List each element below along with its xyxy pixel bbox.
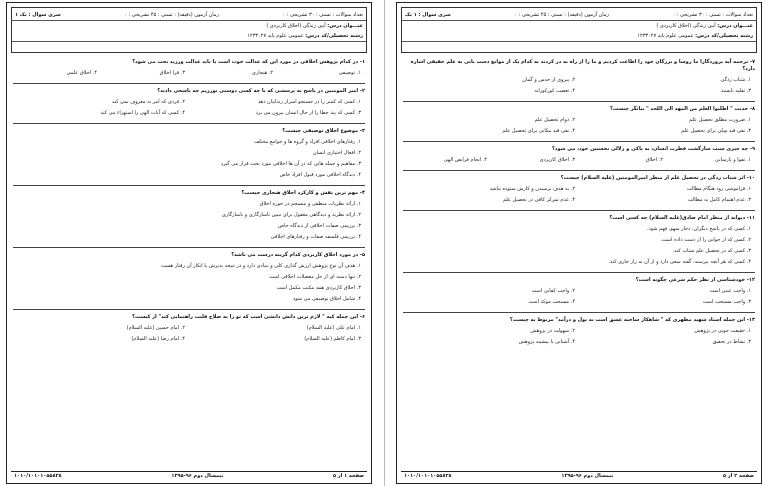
question-separator: [13, 185, 365, 186]
answer-option: ۱. کسی که در پاسخ دیگران، دچار سهو، فهم شود.: [647, 226, 751, 232]
answer-option: ۲. واجب کفایی است: [531, 288, 575, 294]
page-number: صفحه ۲ از ۵: [722, 473, 754, 479]
questions-list: [403, 57, 755, 349]
answer-options: [403, 76, 755, 98]
question-series: سری سوال : یک ۱: [15, 11, 61, 18]
question-text: ۷- ترجمه آیه پروردگارا ما روسا و بزرگان خود را اطاعت کردیم و ما را از راه به در کردند به کدام یک از موانع دست یابی به علم حقیقی اشاره دارد؟: [410, 59, 755, 72]
question-item: [13, 188, 365, 248]
answer-option: ۱. توصیفی: [338, 70, 361, 76]
semester: نیمسال دوم ۹۶-۱۳۹۵: [561, 473, 614, 479]
answer-option: ۳. واجب مستحب است: [702, 299, 751, 305]
question-separator: [13, 83, 365, 84]
answer-option: ۲. پیروی از حدس و گمان: [522, 77, 575, 83]
question-text: ۱۱- دیوانه از منظر امام صادق(علیه السلام) چه کسی است؟: [609, 215, 755, 221]
page-number: صفحه ۱ از ۵: [332, 473, 364, 479]
answer-option: ۱. تقوا و پارسایی: [715, 157, 751, 163]
answer-option: ۱. شتاب زدگی: [720, 77, 751, 83]
answer-options: [403, 156, 755, 167]
course-label: عنـــوان درس:: [327, 23, 363, 29]
answer-option: ۳. عدم اهتمام کامل به مطالب: [687, 197, 751, 203]
question-separator: [13, 309, 365, 310]
question-item: [403, 144, 755, 171]
question-item: [403, 275, 755, 313]
answer-option: ۳. نشاط در تحقیق: [712, 339, 751, 345]
question-separator: [13, 123, 365, 124]
answer-option: ۳. کسی که در تحصیل علم شتاب کند.: [672, 248, 751, 254]
answer-options: [403, 327, 755, 349]
question-text: ۱۰- اثر شتاب زدگی در تحصیل علم از منظر امیرالمومنین (علیه السلام) چیست؟: [560, 175, 755, 181]
question-text: ۱۳- این جمله استاد شهید مطهری که " شاهکار ساخته عشق است نه پول و درآمد" مربوط به چیست؟: [509, 317, 755, 323]
page-footer: [11, 471, 367, 480]
answer-option: ۲. کسی که از جوانی را از دست داده است.: [660, 237, 751, 243]
answer-option: ۴. امام رضا (علیه السلام): [131, 336, 185, 342]
answer-options: [13, 98, 365, 120]
answer-options: [13, 324, 365, 346]
header-row-counts: [12, 9, 366, 21]
header-row-course: [12, 21, 366, 31]
answer-option: ۱. حقیقت جویی در پژوهش: [694, 328, 751, 334]
field-label: رشته تحصیلی/کد درس:: [305, 33, 363, 39]
answer-option: ۳. مفاهیم و جمله هایی که در آن ها اخلاقی مورد بحث قرار می گیرد: [220, 161, 361, 167]
question-separator: [403, 141, 755, 142]
question-text: ۵- در مورد اخلاق کاربردی کدام گزینه درست می باشد؟: [231, 252, 365, 258]
page-footer: [401, 471, 757, 480]
answer-options: [13, 69, 365, 80]
answer-option: ۲. فردی که امر به معروف نمی کند: [111, 99, 185, 105]
exam-header: [401, 7, 757, 53]
answer-option: ۴. شامل اخلاق توصیفی می شود: [292, 296, 361, 302]
question-text: ۹- چه چیزی سبب سازگشت فطرت انسان، به پاکی و زلالی نخستین خود، می شود؟: [552, 146, 755, 152]
answer-option: ۱. واجب عینی است: [709, 288, 751, 294]
answer-option: ۴. بررسی فلسفه صفات و رفتارهای اخلاقی: [270, 234, 361, 240]
field-value: عمومی علوم پایه ۱۲۳۳۰۲۷: [247, 33, 304, 39]
answer-option: ۳. اخلاق کاربردی: [539, 157, 575, 163]
answer-option: ۴. کسی که آیات الهی را استهزاء می کند: [100, 110, 185, 116]
question-text: ۶- این جمله کیه " لازم ترین دانش دانشی است که تو را به صلاح قلبت راهنمایی کند" از کیست؟: [132, 314, 365, 320]
answer-option: ۴. مستحب موکد است: [528, 299, 575, 305]
answer-options: [403, 225, 755, 269]
answer-options: [13, 138, 365, 182]
question-item: [403, 173, 755, 211]
course-value: آیین زندگی (اخلاق کاربردی ): [656, 23, 716, 29]
question-text: ۱- در کدام پژوهش اخلاقی در مورد این که عدالت خوب است یا باید عدالت ورزید بحث می شود؟: [132, 59, 365, 65]
exam-page-2: [396, 2, 762, 484]
question-item: [13, 86, 365, 124]
question-count: تعداد سوالات : تستی : ۳۰ تشریحی : ۰: [672, 11, 753, 18]
header-row-counts: [402, 9, 756, 21]
question-separator: [403, 101, 755, 102]
answer-option: ۲. هنجاری: [251, 70, 273, 76]
question-item: [13, 312, 365, 346]
answer-option: ۴. تعصب کورکورانه: [534, 88, 575, 94]
header-row-course: [402, 21, 756, 31]
exam-code: ۱۰۱۰/۱۰۱۰۱۰۵۵۸۳۸: [14, 473, 62, 479]
question-item: [13, 57, 365, 84]
question-text: ۲- امیر المومنین در پاسخ به پرسشی که با چه کسی دوستی نورزیم چه پاسخی دادند؟: [157, 88, 365, 94]
answer-option: ۳. تقلید ناپسند: [720, 88, 751, 94]
header-row-field: [402, 31, 756, 42]
answer-option: ۴. دیدگاه اخلاقی مورد قبول افراد خاص: [279, 172, 361, 178]
answer-option: ۱. امام علی (علیه السلام): [306, 325, 361, 331]
question-text: ۴- مهم ترین نقش و کارکرد اخلاق هنجاری چیست؟: [241, 190, 365, 196]
question-separator: [403, 312, 755, 313]
question-item: [403, 104, 755, 142]
question-item: [403, 57, 755, 102]
answer-option: ۱. هدف آن نوع پژوهش ارزش گذاری کلی و بنیادی دارد و در نتیجه پذیرش یا انکار آن رفتار هست: [161, 263, 361, 269]
answer-option: ۴. کسی که هر آنچه بپرسند، گفته سعی دارد و از آن به راز جاری کند.: [608, 259, 751, 265]
question-item: [403, 315, 755, 349]
answer-option: ۳. فرا اخلاق: [159, 70, 185, 76]
question-series: سری سوال : ۱ یک: [405, 11, 451, 18]
answer-option: ۳. اخلاق کاربردی همه مکتب مکمل است: [276, 285, 361, 291]
answer-options: [403, 116, 755, 138]
field-label: رشته تحصیلی/کد درس:: [695, 33, 753, 39]
answer-option: ۱. فراموشی زود هنگام مطالب: [686, 186, 751, 192]
answer-options: [403, 185, 755, 207]
exam-duration: زمان آزمون (دقیقه) : تستی : ۴۵ تشریحی : ۰: [124, 11, 219, 18]
page-divider: [384, 0, 385, 486]
answer-option: ۱. ضرورت مطلق تحصیل علم: [689, 117, 751, 123]
answer-option: ۲. تنها دسته ای از حل معضلات اخلاقی است: [269, 274, 361, 280]
question-item: [13, 250, 365, 310]
question-separator: [13, 247, 365, 248]
question-item: [13, 126, 365, 186]
answer-option: ۲. اخلاق: [645, 157, 663, 163]
answer-option: ۴. آشنایی با پیشینه پژوهش: [518, 339, 575, 345]
answer-option: ۲. افعال اختیاری انسان: [312, 150, 361, 156]
questions-list: [13, 57, 365, 346]
answer-option: ۴. انجام فرایض الهی: [443, 157, 487, 163]
answer-option: ۲. ارائه نظریه و دیدگاهی معقول برای تبیین ناسازگاری و ناسازگاری: [221, 212, 361, 218]
answer-option: ۱. رفتارهای اخلاقی افراد و گروه ها و جوامع مختلف: [254, 139, 361, 145]
question-separator: [403, 170, 755, 171]
exam-page-1: [6, 2, 372, 484]
answer-option: ۳. امام کاظم (علیه السلام): [304, 336, 361, 342]
question-text: ۱۲- خودشناسی از نظر حکم شرعی چگونه است؟: [635, 277, 755, 283]
question-item: [403, 213, 755, 273]
exam-header: [11, 7, 367, 53]
question-text: ۳- موضوع اخلاق توصیفی چیست؟: [282, 128, 365, 134]
answer-options: [403, 287, 755, 309]
answer-option: ۳. کسی که پند خطا را از حال انسان بیرون می برد: [255, 110, 361, 116]
answer-option: ۳. بررسی صفات اخلاقی از دیدگاه خاص: [278, 223, 361, 229]
question-count: تعداد سوالات : تستی : ۳۰ تشریحی : ۰: [282, 11, 363, 18]
exam-code: ۱۰۱۰/۱۰۱۰۱۰۵۵۸۳۸: [404, 473, 452, 479]
answer-option: ۲. سهولت در پژوهش: [530, 328, 575, 334]
answer-option: ۴. اخلاق علمی: [66, 70, 97, 76]
header-row-field: [12, 31, 366, 42]
field-value: عمومی علوم پایه ۱۲۳۳۰۲۷: [637, 33, 694, 39]
answer-option: ۴. عدم تمرکز کافی در تحصیل علم: [502, 197, 575, 203]
answer-options: [13, 200, 365, 244]
answer-option: ۲. امام حسین (علیه السلام): [126, 325, 185, 331]
answer-options: [13, 262, 365, 306]
answer-option: ۱. کسی که کمتر را در جستجو اسرار زندانیان دهد: [257, 99, 361, 105]
semester: نیمسال دوم ۹۶-۱۳۹۵: [171, 473, 224, 479]
course-label: عنـــوان درس:: [717, 23, 753, 29]
answer-option: ۴. نفی قید مکانی برای تحصیل علم: [502, 128, 575, 134]
answer-option: ۲. دوام تحصیل علم: [534, 117, 575, 123]
answer-option: ۲. به هدف نرسیدن و کارش ستوده نباشد: [489, 186, 575, 192]
answer-option: ۳. نفی قید سِنّی برای تحصیل علم: [681, 128, 751, 134]
question-separator: [403, 210, 755, 211]
exam-duration: زمان آزمون (دقیقه) : تستی : ۴۵ تشریحی : ۰: [514, 11, 609, 18]
question-separator: [403, 272, 755, 273]
course-value: آیین زندگی (اخلاق کاربردی ): [266, 23, 326, 29]
answer-option: ۱. ارائه نظریات منطقی و منسجم در حوزه اخلاق: [259, 201, 361, 207]
question-text: ۸- حدیث " اطلبوا العلم من المهد الی اللحد " بیانگر چیست؟: [609, 106, 755, 112]
